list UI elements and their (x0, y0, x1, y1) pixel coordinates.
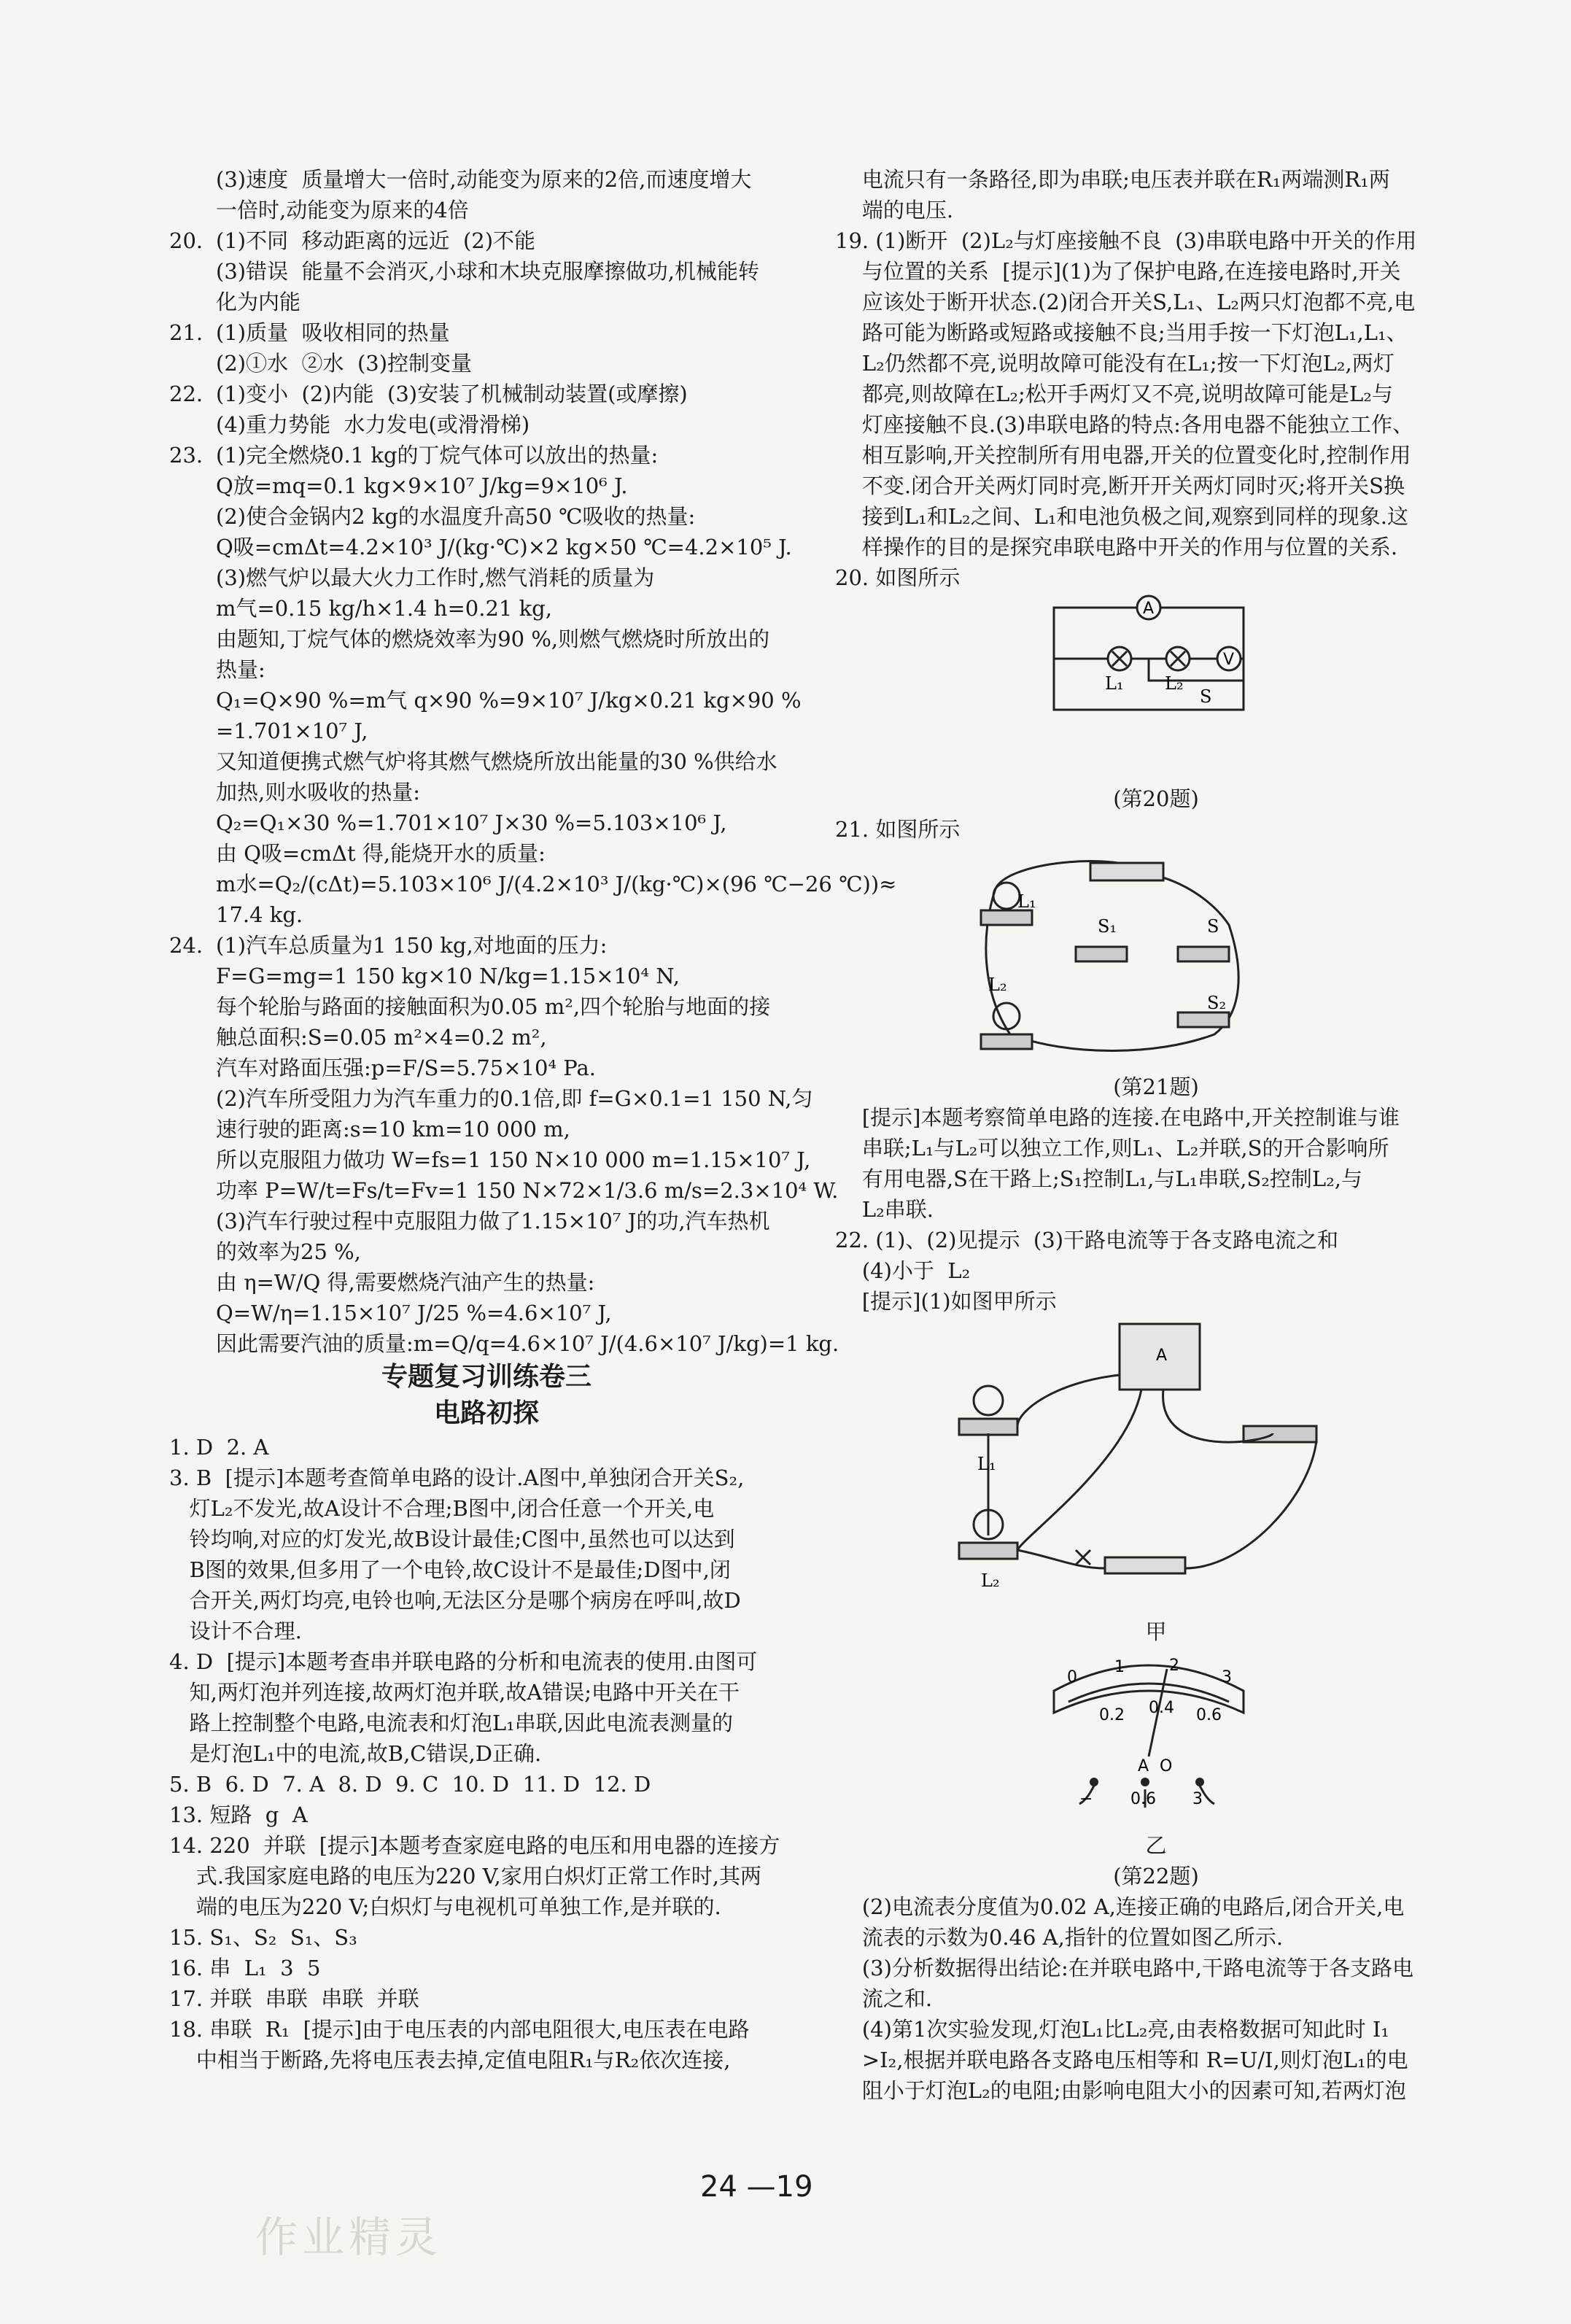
text-line (169, 1083, 813, 1114)
line-text: 一倍时,动能变为原来的4倍 (216, 198, 469, 222)
text-line (169, 1769, 804, 1800)
text-line (835, 1286, 1477, 1317)
text-line (169, 1708, 804, 1738)
text-line (169, 2045, 804, 2075)
svg-text:L₁: L₁ (977, 1454, 996, 1474)
line-text: 由题知,丁烷气体的燃烧效率为90 %,则燃气燃烧时所放出的 (216, 627, 770, 651)
line-text: 路上控制整个电路,电流表和灯泡L₁串联,因此电流表测量的 (169, 1711, 733, 1735)
text-line (169, 1953, 804, 1983)
text-line (835, 1255, 1477, 1286)
line-text: 合开关,两灯均亮,电铃也响,无法区分是哪个病房在呼叫,故D (169, 1588, 741, 1613)
line-text: (4)第1次实验发现,灯泡L₁比L₂亮,由表格数据可知此时 I₁ (835, 2017, 1389, 2042)
line-text: Q₁=Q×90 %=m气 q×90 %=9×10⁷ J/kg×0.21 kg×90 % (216, 688, 802, 713)
line-text: 都亮,则故障在L₂;松开手两灯又不亮,说明故障可能是L₂与 (835, 381, 1393, 406)
text-line (169, 624, 804, 654)
text-line (835, 409, 1477, 440)
text-line (835, 2014, 1477, 2045)
section-subtitle: 电路初探 (433, 1398, 539, 1428)
line-text: 16. 串 L₁ 3 5 (169, 1956, 321, 1980)
line-text: 17. 并联 串联 串联 并联 (169, 1986, 419, 2011)
svg-text:0.4: 0.4 (1149, 1699, 1174, 1717)
svg-text:A: A (1138, 1757, 1149, 1775)
line-text: 不变.闭合开关两灯同时亮,断开开关两灯同时灭;将开关S换 (835, 473, 1405, 498)
text-line (169, 777, 804, 807)
line-text: 是灯泡L₁中的电流,故B,C错误,D正确. (169, 1741, 542, 1766)
question-number: 20. (169, 228, 203, 253)
text-line (169, 1830, 804, 1861)
figure-22-label-yi: 乙 (1145, 1833, 1167, 1858)
line-text: 相互影响,开关控制所有用电器,开关的位置变化时,控制作用 (835, 443, 1411, 468)
text-line (835, 440, 1477, 470)
line-text: (1)质量 吸收相同的热量 (216, 320, 450, 345)
line-text: 式.我国家庭电路的电压为220 V,家用白炽灯正常工作时,其两 (169, 1864, 761, 1889)
text-line (169, 930, 804, 961)
text-line (169, 562, 804, 593)
line-text: 与位置的关系 [提示](1)为了保护电路,在连接电路时,开关 (835, 259, 1401, 284)
text-line (169, 1206, 804, 1236)
svg-text:0: 0 (1067, 1668, 1077, 1686)
svg-text:S: S (1200, 686, 1212, 707)
figure-21-circuit (835, 845, 1477, 1072)
text-line (835, 348, 1477, 379)
line-text: 铃均响,对应的灯发光,故B设计最佳;C图中,虽然也可以达到 (169, 1527, 735, 1552)
line-text: 接到L₁和L₂之间、L₁和电池负极之间,观察到同样的现象.这 (835, 504, 1408, 529)
text-line (169, 256, 804, 287)
figure-20-circuit (835, 593, 1477, 783)
line-text: 5. B 6. D 7. A 8. D 9. C 10. D 11. D 12. D (169, 1772, 651, 1797)
line-text: (2)电流表分度值为0.02 A,连接正确的电路后,闭合开关,电 (835, 1894, 1405, 1919)
svg-text:−: − (1079, 1790, 1093, 1808)
svg-text:1: 1 (1114, 1658, 1125, 1676)
line-text: 应该处于断开状态.(2)闭合开关S,L₁、L₂两只灯泡都不亮,电 (835, 290, 1416, 314)
line-text: =1.701×10⁷ J, (216, 718, 368, 743)
question-number: 23. (169, 443, 203, 468)
right-column (835, 164, 1477, 2106)
svg-text:2: 2 (1169, 1657, 1179, 1675)
line-text: 触总面积:S=0.05 m²×4=0.2 m², (216, 1025, 547, 1050)
text-line (835, 164, 1477, 195)
text-line (835, 1102, 1477, 1133)
line-text: 4. D [提示]本题考查串并联电路的分析和电流表的使用.由图可 (169, 1649, 758, 1674)
text-line (169, 1585, 804, 1616)
text-line (169, 164, 804, 195)
svg-text:3: 3 (1222, 1668, 1232, 1686)
text-line (169, 1983, 804, 2014)
line-text: Q吸=cmΔt=4.2×10³ J/(kg·℃)×2 kg×50 ℃=4.2×10⁵ J. (216, 535, 792, 559)
svg-text:V: V (1223, 651, 1235, 669)
svg-text:L₁: L₁ (1105, 673, 1124, 694)
text-line (169, 2014, 804, 2045)
line-text: 灯L₂不发光,故A设计不合理;B图中,闭合任意一个开关,电 (169, 1496, 715, 1521)
text-line (169, 1646, 804, 1677)
text-line: 21. 如图所示 (835, 817, 961, 842)
line-text: (3)燃气炉以最大火力工作时,燃气消耗的质量为 (216, 565, 655, 590)
line-text: 22. (1)、(2)见提示 (3)干路电流等于各支路电流之和 (835, 1228, 1339, 1252)
text-line (169, 1463, 804, 1493)
text-line (835, 1194, 1477, 1225)
question-number: 21. (169, 320, 203, 345)
text-line (169, 1022, 804, 1053)
text-line (169, 348, 804, 379)
text-line (835, 532, 1477, 562)
text-line (835, 1133, 1477, 1163)
text-line (835, 2045, 1477, 2075)
text-line (169, 409, 804, 440)
watermark: 作业精灵 (255, 2212, 443, 2262)
svg-text:L₂: L₂ (1165, 673, 1184, 694)
text-line (835, 256, 1477, 287)
text-line (169, 195, 804, 225)
svg-text:0.6: 0.6 (1196, 1706, 1222, 1724)
text-line (835, 379, 1477, 409)
text-line (169, 869, 897, 899)
text-line (169, 440, 804, 470)
text-line (169, 1524, 804, 1554)
section-title: 专题复习训练卷三 (381, 1362, 591, 1392)
text-line (835, 2075, 1477, 2106)
text-line (169, 1328, 839, 1359)
figure-20-caption: (第20题) (1113, 786, 1199, 811)
line-text: 加热,则水吸收的热量: (216, 780, 420, 805)
line-text: (3)错误 能量不会消灭,小球和木块克服摩擦做功,机械能转 (216, 259, 759, 284)
text-line (835, 195, 1477, 225)
svg-text:0.6: 0.6 (1130, 1790, 1156, 1808)
line-text: 路可能为断路或短路或接触不良;当用手按一下灯泡L₁,L₁、 (835, 320, 1408, 345)
line-text: 端的电压. (835, 198, 954, 222)
text-line (169, 716, 804, 746)
line-text: (1)完全燃烧0.1 kg的丁烷气体可以放出的热量: (216, 443, 659, 468)
line-text: 18. 串联 R₁ [提示]由于电压表的内部电阻很大,电压表在电路 (169, 2017, 750, 2042)
line-text: 流之和. (835, 1986, 933, 2011)
line-text: Q=W/η=1.15×10⁷ J/25 %=4.6×10⁷ J, (216, 1301, 612, 1325)
page-number: 24 —19 (700, 2170, 813, 2204)
line-text: 的效率为25 %, (216, 1239, 361, 1264)
text-line (169, 654, 804, 685)
line-text: 由 η=W/Q 得,需要燃烧汽油产生的热量: (216, 1270, 595, 1295)
svg-text:3: 3 (1192, 1790, 1203, 1808)
text-line (169, 532, 804, 562)
text-line (169, 1144, 811, 1175)
svg-text:S₁: S₁ (1098, 916, 1117, 937)
line-text: 流表的示数为0.46 A,指针的位置如图乙所示. (835, 1925, 1284, 1950)
line-text: [提示](1)如图甲所示 (835, 1289, 1057, 1314)
line-text: L₂仍然都不亮,说明故障可能没有在L₁;按一下灯泡L₂,两灯 (835, 351, 1394, 376)
text-line (169, 1114, 804, 1144)
line-text: 化为内能 (216, 290, 301, 314)
text-line (835, 317, 1477, 348)
line-text: 20. 如图所示 (835, 565, 961, 590)
line-text: 功率 P=W/t=Fs/t=Fv=1 150 N×72×1/3.6 m/s=2.3×10⁴ W. (216, 1178, 839, 1203)
svg-text:O: O (1160, 1757, 1173, 1775)
text-line (169, 317, 804, 348)
line-text: Q₂=Q₁×30 %=1.701×10⁷ J×30 %=5.103×10⁶ J, (216, 810, 727, 835)
line-text: (1)变小 (2)内能 (3)安装了机械制动装置(或摩擦) (216, 381, 688, 406)
text-line (169, 838, 804, 869)
line-text: 中相当于断路,先将电压表去掉,定值电阻R₁与R₂依次连接, (169, 2048, 731, 2072)
line-text: m气=0.15 kg/h×1.4 h=0.21 kg, (216, 596, 552, 621)
line-text: 13. 短路 g A (169, 1802, 308, 1827)
line-text: 14. 220 并联 [提示]本题考查家庭电路的电压和用电器的连接方 (169, 1833, 780, 1858)
line-text: 1. D 2. A (169, 1435, 269, 1460)
svg-text:A: A (1143, 600, 1155, 618)
line-text: 因此需要汽油的质量:m=Q/q=4.6×10⁷ J/(4.6×10⁷ J/kg)=1 kg. (216, 1331, 839, 1356)
svg-text:A: A (1156, 1347, 1168, 1365)
line-text: 电流只有一条路径,即为串联;电压表并联在R₁两端测R₁两 (835, 167, 1390, 192)
text-line (835, 1983, 1477, 2014)
text-line (835, 287, 1477, 317)
line-text: (3)分析数据得出结论:在并联电路中,干路电流等于各支路电 (835, 1956, 1413, 1980)
line-text: 热量: (216, 657, 265, 682)
text-line (169, 1616, 804, 1646)
line-text: 端的电压为220 V;白炽灯与电视机可单独工作,是并联的. (169, 1894, 721, 1919)
line-text: (3)汽车行驶过程中克服阻力做了1.15×10⁷ J的功,汽车热机 (216, 1209, 770, 1233)
svg-text:S₂: S₂ (1207, 993, 1227, 1013)
text-line (835, 1225, 1477, 1255)
figure-22-label-jia: 甲 (1145, 1619, 1167, 1644)
line-text: L₂串联. (835, 1197, 934, 1222)
line-text: (2)汽车所受阻力为汽车重力的0.1倍,即 f=G×0.1=1 150 N,匀 (216, 1086, 813, 1111)
line-text: (1)不同 移动距离的远近 (2)不能 (216, 228, 536, 253)
line-text: 知,两灯泡并列连接,故两灯泡并联,故A错误;电路中开关在干 (169, 1680, 740, 1705)
line-text: 19. (1)断开 (2)L₂与灯座接触不良 (3)串联电路中开关的作用 (835, 228, 1417, 253)
line-text: (4)小于 L₂ (835, 1258, 971, 1283)
line-text: 串联;L₁与L₂可以独立工作,则L₁、L₂并联,S的开合影响所 (835, 1136, 1389, 1161)
line-text: B图的效果,但多用了一个电铃,故C设计不是最佳;D图中,闭 (169, 1557, 731, 1582)
text-line (169, 1800, 804, 1830)
text-line (835, 562, 1477, 593)
text-line (169, 470, 804, 501)
text-line (169, 685, 804, 716)
text-line (169, 899, 804, 930)
line-text: 17.4 kg. (216, 902, 303, 927)
text-line (835, 1953, 1477, 1983)
text-line (169, 1677, 804, 1708)
line-text: 所以克服阻力做功 W=fs=1 150 N×10 000 m=1.15×10⁷ J, (216, 1147, 811, 1172)
text-line (169, 501, 804, 532)
text-line (835, 225, 1477, 256)
text-line (169, 1554, 804, 1585)
text-line (169, 1493, 804, 1524)
line-text: 15. S₁、S₂ S₁、S₃ (169, 1925, 357, 1950)
line-text: 又知道便携式燃气炉将其燃气燃烧所放出能量的30 %供给水 (216, 749, 777, 774)
text-line (169, 991, 804, 1022)
line-text: 样操作的目的是探究串联电路中开关的作用与位置的关系. (835, 535, 1398, 559)
text-line (169, 379, 804, 409)
text-line (169, 593, 804, 624)
text-line (835, 1163, 1477, 1194)
text-line (169, 1298, 804, 1328)
text-line (169, 1861, 804, 1891)
line-text: 有用电器,S在干路上;S₁控制L₁,与L₁串联,S₂控制L₂,与 (835, 1166, 1363, 1191)
text-line (169, 746, 804, 777)
svg-text:L₁: L₁ (1017, 891, 1036, 912)
line-text: 3. B [提示]本题考查简单电路的设计.A图中,单独闭合开关S₂, (169, 1465, 745, 1490)
line-text: (4)重力势能 水力发电(或滑滑梯) (216, 412, 530, 437)
line-text: (1)汽车总质量为1 150 kg,对地面的压力: (216, 933, 608, 958)
text-line (169, 1738, 804, 1769)
line-text: 由 Q吸=cmΔt 得,能烧开水的质量: (216, 841, 546, 866)
text-line (169, 225, 804, 256)
svg-text:0.2: 0.2 (1099, 1706, 1125, 1724)
question-number: 24. (169, 933, 203, 958)
question-number: 22. (169, 381, 203, 406)
figure-22-circuit-jia (835, 1317, 1477, 1616)
text-line (169, 1891, 804, 1922)
line-text: m水=Q₂/(cΔt)=5.103×10⁶ J/(4.2×10³ J/(kg·℃)×(96 ℃−26 ℃))≈ (216, 872, 897, 896)
line-text: (3)速度 质量增大一倍时,动能变为原来的2倍,而速度增大 (216, 167, 752, 192)
line-text: 灯座接触不良.(3)串联电路的特点:各用电器不能独立工作、 (835, 412, 1413, 437)
svg-text:L₂: L₂ (981, 1570, 1000, 1591)
text-line (835, 1922, 1477, 1953)
line-text: Q放=mq=0.1 kg×9×10⁷ J/kg=9×10⁶ J. (216, 473, 628, 498)
text-line (835, 1891, 1477, 1922)
text-line (169, 1053, 804, 1083)
line-text: 汽车对路面压强:p=F/S=5.75×10⁴ Pa. (216, 1056, 597, 1080)
line-text: [提示]本题考察简单电路的连接.在电路中,开关控制谁与谁 (835, 1105, 1400, 1130)
text-line (835, 470, 1477, 501)
svg-text:S: S (1207, 916, 1219, 937)
figure-22-caption: (第22题) (1113, 1864, 1199, 1889)
line-text: 阻小于灯泡L₂的电阻;由影响电阻大小的因素可知,若两灯泡 (835, 2078, 1406, 2103)
text-line (835, 501, 1477, 532)
text-line (169, 287, 804, 317)
svg-text:L₂: L₂ (988, 975, 1007, 995)
figure-21-caption: (第21题) (1113, 1074, 1199, 1099)
line-text: 速行驶的距离:s=10 km=10 000 m, (216, 1117, 570, 1142)
line-text: (2)①水 ②水 (3)控制变量 (216, 351, 473, 376)
text-line (169, 1432, 804, 1463)
text-line (169, 1267, 804, 1298)
text-line (169, 1236, 804, 1267)
figure-22-ammeter-yi (835, 1647, 1477, 1830)
line-text: (2)使合金锅内2 kg的水温度升高50 ℃吸收的热量: (216, 504, 696, 529)
text-line (169, 807, 804, 838)
text-line (169, 1922, 804, 1953)
text-line (169, 1175, 839, 1206)
line-text: >I₂,根据并联电路各支路电压相等和 R=U/I,则灯泡L₁的电 (835, 2048, 1408, 2072)
line-text: 设计不合理. (169, 1619, 302, 1643)
line-text: 每个轮胎与路面的接触面积为0.05 m²,四个轮胎与地面的接 (216, 994, 771, 1019)
text-line (169, 961, 804, 991)
line-text: F=G=mg=1 150 kg×10 N/kg=1.15×10⁴ N, (216, 964, 680, 988)
